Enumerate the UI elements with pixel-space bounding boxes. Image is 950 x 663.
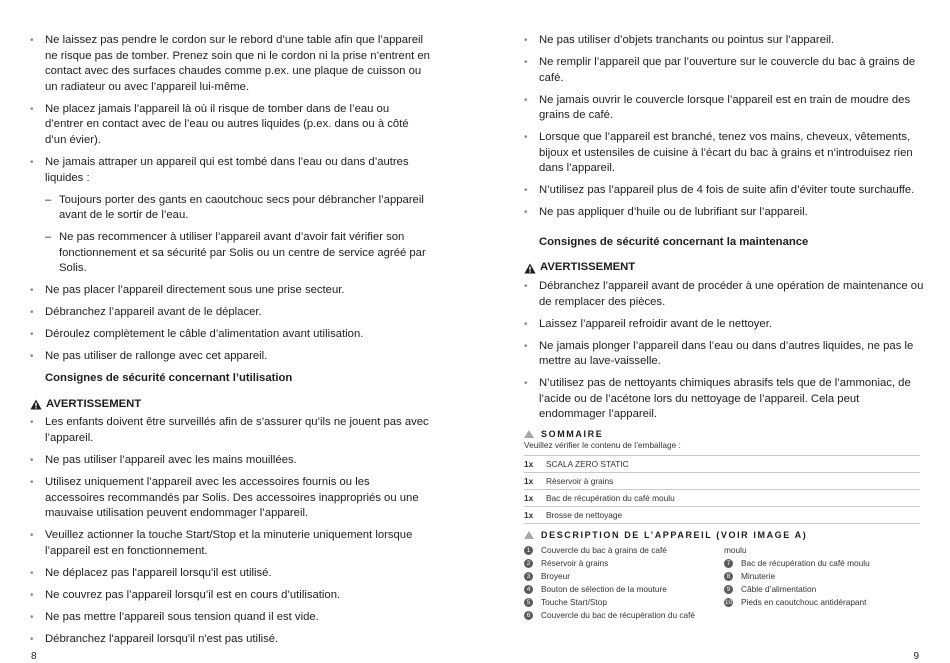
list-item: • Débranchez l’appareil avant de procéder à une opération de maintenance ou de remplacer des pièces. <box>524 279 924 310</box>
number-badge: 8 <box>724 572 733 581</box>
sommaire-section <box>524 429 924 524</box>
number-badge: 6 <box>524 611 533 620</box>
part-label: Broyeur <box>541 571 571 582</box>
list-item: • Ne placez jamais l’appareil là où il risque de tomber dans de l’eau ou d’entrer en contact avec de l’eau ou autres liquides (p.ex. dans ou à côté d’un évier). <box>30 102 430 149</box>
page-number: 9 <box>913 651 919 662</box>
triangle-icon <box>524 531 534 539</box>
list-item: • Utilisez uniquement l’appareil avec les accessoires fournis ou les accessoires recommandés par Solis. Des accessoires inappropriés ou une mauvaise utilisation peuvent endommager l’appareil. <box>30 475 430 522</box>
list-item: • Laissez l’appareil refroidir avant de le nettoyer. <box>524 317 924 333</box>
list-item: • Ne déplacez pas l'appareil lorsqu'il est utilisé. <box>30 566 430 582</box>
dash-list <box>30 193 430 277</box>
list-item-continuation: moulu <box>724 545 747 556</box>
list-item <box>524 570 724 583</box>
list-item: • Ne laissez pas pendre le cordon sur le rebord d’une table afin que l’appareil ne risque pas de tomber. Prenez soin que ni le cordon ni la prise n’entrent en contact avec des surfaces chaudes comme p.ex. une plaque de cuisson ou un radiateur ou avec l’appareil lui-même. <box>30 33 430 95</box>
bullet-list-bottom <box>524 279 924 423</box>
list-item: • Débranchez l’appareil avant de le déplacer. <box>30 305 430 321</box>
item-label: Brosse de nettoyage <box>546 507 920 524</box>
list-item <box>524 557 724 570</box>
page-number: 8 <box>31 651 37 662</box>
number-badge: 3 <box>524 572 533 581</box>
number-badge: 9 <box>724 585 733 594</box>
table-row <box>524 490 920 507</box>
list-item: • Ne pas placer l’appareil directement sous une prise secteur. <box>30 283 430 299</box>
number-badge: 7 <box>724 559 733 568</box>
bullet-list-bottom <box>30 415 430 647</box>
list-item: – Toujours porter des gants en caoutchouc secs pour débrancher l’appareil avant de le sortir de l’eau. <box>30 193 430 224</box>
warning-text: AVERTISSEMENT <box>46 397 142 410</box>
sommaire-title-text: SOMMAIRE <box>541 429 604 440</box>
part-label: Câble d’alimentation <box>741 584 817 595</box>
section-heading-usage: Consignes de sécurité concernant l’utilisation <box>45 372 293 385</box>
description-section <box>524 530 924 622</box>
parts-column-left <box>524 544 724 622</box>
number-badge: 5 <box>524 598 533 607</box>
item-label: Bac de récupération du café moulu <box>546 490 920 507</box>
list-item: • Ne pas utiliser d’objets tranchants ou pointus sur l’appareil. <box>524 33 924 49</box>
warning-text: AVERTISSEMENT <box>540 261 636 274</box>
sommaire-subtitle: Veuillez vérifier le contenu de l’emballage : <box>524 440 681 451</box>
list-item: • N’utilisez pas de nettoyants chimiques abrasifs tels que de l’ammoniac, de l’acide ou de l’acétone lors du nettoyage de l’appareil. Cela peut endommager l’appareil. <box>524 376 924 423</box>
item-label: Réservoir à grains <box>546 473 920 490</box>
list-item <box>724 570 920 583</box>
list-item: • Ne pas appliquer d’huile ou de lubrifiant sur l’appareil. <box>524 205 924 221</box>
list-item: • Débranchez l'appareil lorsqu'il n'est pas utilisé. <box>30 632 430 648</box>
list-item <box>524 544 724 557</box>
item-qty: 1x <box>524 490 546 507</box>
part-label: Pieds en caoutchouc antidérapant <box>741 597 867 608</box>
sommaire-title <box>524 429 924 439</box>
right-page <box>475 0 950 663</box>
list-item: • Ne remplir l’appareil que par l’ouverture sur le couvercle du bac à grains de café. <box>524 55 924 86</box>
item-qty: 1x <box>524 507 546 524</box>
triangle-icon <box>524 430 534 438</box>
number-badge: 2 <box>524 559 533 568</box>
bullet-list-top <box>524 33 924 221</box>
part-label: Minuterie <box>741 571 776 582</box>
list-item <box>524 596 724 609</box>
right-column <box>524 33 924 622</box>
table-row <box>524 473 920 490</box>
list-item <box>724 583 920 596</box>
parts-column-right <box>724 544 920 622</box>
number-badge: 10 <box>724 599 733 607</box>
part-label: Touche Start/Stop <box>541 597 607 608</box>
list-item: • Lorsque que l’appareil est branché, tenez vos mains, cheveux, vêtements, bijoux et ustensiles de cuisine à l’écart du bac à grains et n’introduisez rien dans l’appareil. <box>524 130 924 177</box>
list-item: • Ne jamais ouvrir le couvercle lorsque l’appareil est en train de moudre des grains de café. <box>524 93 924 124</box>
warning-icon <box>524 263 536 274</box>
bullet-list-mid <box>30 283 430 365</box>
list-item: • Ne pas utiliser de rallonge avec cet appareil. <box>30 349 430 365</box>
warning-label <box>524 260 924 276</box>
number-badge: 4 <box>524 585 533 594</box>
list-item: • Veuillez actionner la touche Start/Stop et la minuterie uniquement lorsque l’appareil est en fonctionnement. <box>30 528 430 559</box>
list-item: • Ne pas utiliser l’appareil avec les mains mouillées. <box>30 453 430 469</box>
parts-list <box>524 544 924 622</box>
part-label: Bouton de sélection de la mouture <box>541 584 667 595</box>
list-item: • Déroulez complètement le câble d’alimentation avant utilisation. <box>30 327 430 343</box>
table-row <box>524 507 920 524</box>
number-badge: 1 <box>524 546 533 555</box>
list-item <box>724 557 920 570</box>
list-item: • Ne jamais plonger l’appareil dans l’eau ou dans d’autres liquides, ne pas le mettre au lave-vaisselle. <box>524 339 924 370</box>
list-item: • Ne jamais attraper un appareil qui est tombé dans l’eau ou dans d’autres liquides : <box>30 155 430 186</box>
warning-label <box>30 397 430 413</box>
item-label: SCALA ZERO STATIC <box>546 456 920 473</box>
list-item: – Ne pas recommencer à utiliser l’appareil avant d’avoir fait vérifier son fonctionnement et sa sécurité par Solis ou un centre de service agréé par Solis. <box>30 230 430 277</box>
part-label: Couvercle du bac de récupération du café <box>541 610 696 621</box>
item-qty: 1x <box>524 456 546 473</box>
left-column <box>30 33 430 654</box>
bullet-list-top <box>30 33 430 186</box>
list-item: • Les enfants doivent être surveillés afin de s’assurer qu’ils ne jouent pas avec l’appareil. <box>30 415 430 446</box>
warning-icon <box>30 399 42 410</box>
part-label: Réservoir à grains <box>541 558 609 569</box>
list-item: • Ne pas mettre l’appareil sous tension quand il est vide. <box>30 610 430 626</box>
item-qty: 1x <box>524 473 546 490</box>
list-item <box>724 596 920 609</box>
section-heading-maintenance: Consignes de sécurité concernant la maintenance <box>539 235 809 248</box>
contents-table <box>524 455 920 524</box>
list-item: • Ne couvrez pas l’appareil lorsqu’il est en cours d’utilisation. <box>30 588 430 604</box>
list-item: • N’utilisez pas l’appareil plus de 4 fois de suite afin d’éviter toute surchauffe. <box>524 183 924 199</box>
list-item <box>524 583 724 596</box>
part-label: Couvercle du bac à grains de café <box>541 545 667 556</box>
description-title-text: DESCRIPTION DE L’APPAREIL (VOIR IMAGE A) <box>541 530 808 541</box>
table-row <box>524 456 920 473</box>
part-label: Bac de récupération du café moulu <box>741 558 870 569</box>
list-item <box>524 609 724 622</box>
description-title <box>524 530 924 540</box>
